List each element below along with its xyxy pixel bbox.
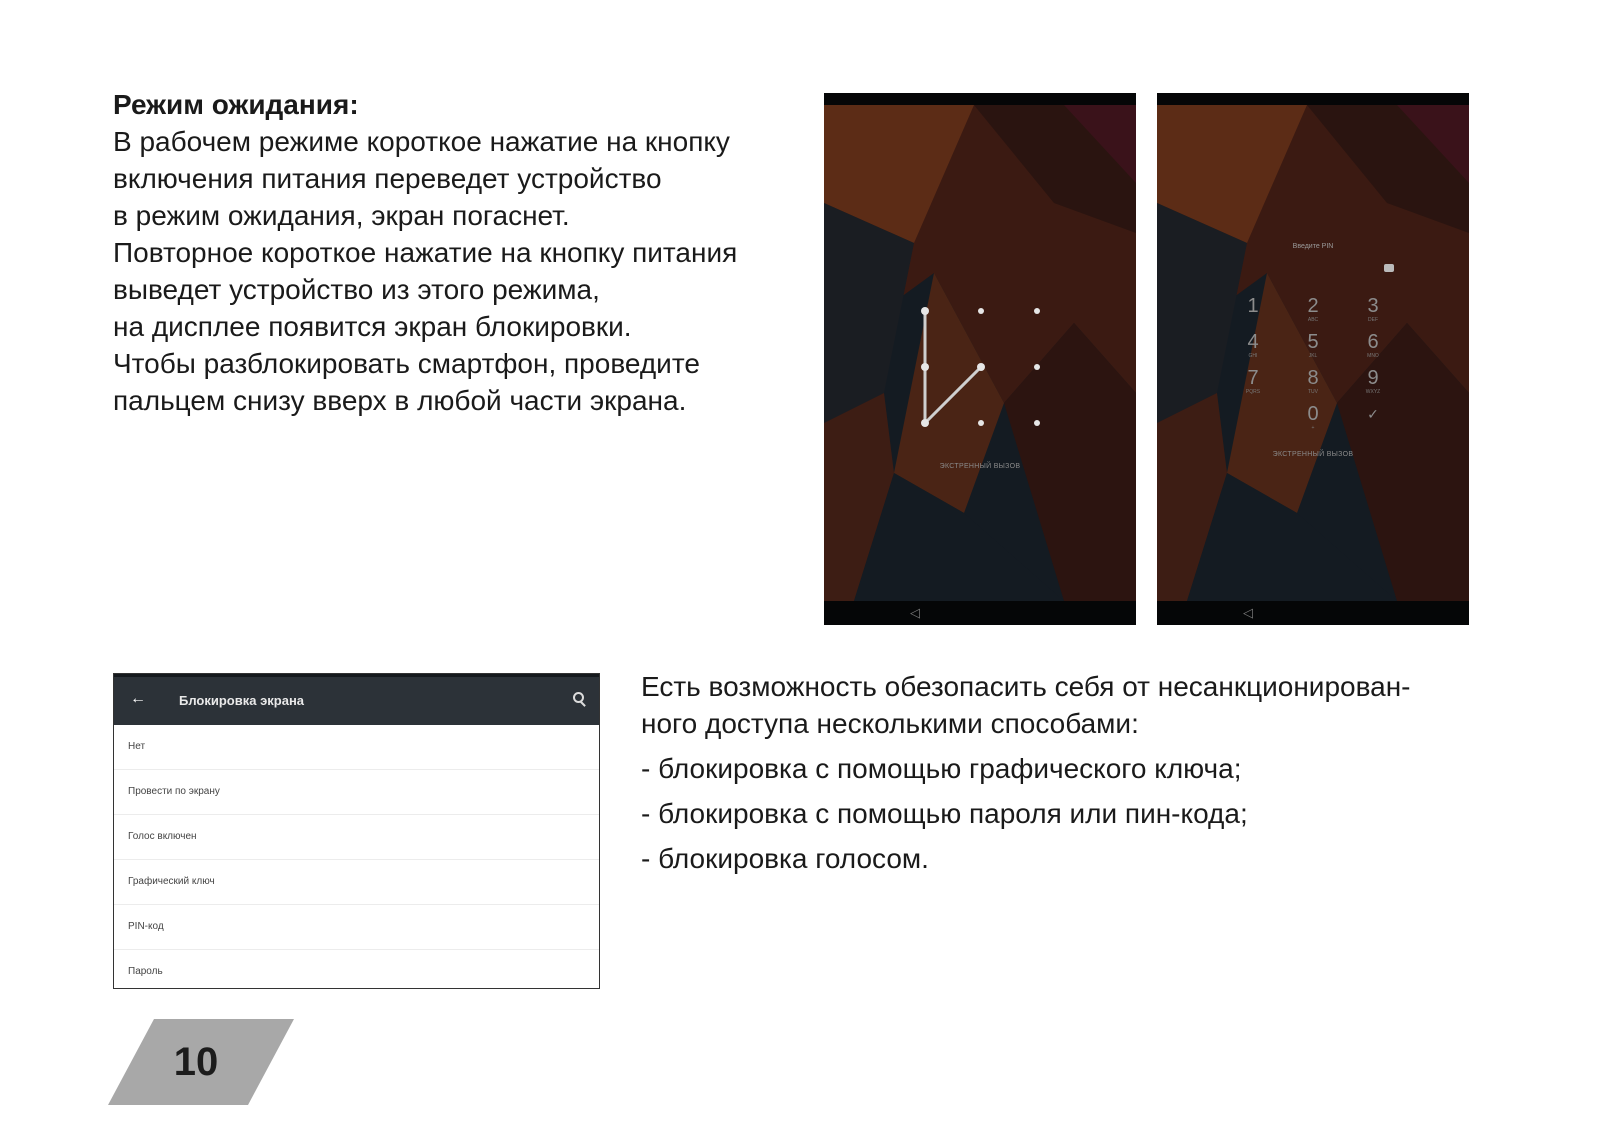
security-bullet: - блокировка с помощью графического ключа; xyxy=(641,753,1242,784)
back-arrow-icon[interactable]: ← xyxy=(130,690,146,707)
pin-key-confirm[interactable]: ✓ xyxy=(1367,406,1379,422)
security-intro-line: Есть возможность обезопасить себя от несанкционирован- xyxy=(641,671,1411,702)
pin-key-1[interactable]: 1 xyxy=(1247,295,1259,317)
pin-prompt: Введите PIN xyxy=(1292,243,1334,250)
pin-key-2[interactable]: 2 ABC xyxy=(1307,295,1319,323)
standby-section xyxy=(113,86,803,419)
lock-option-swipe[interactable]: Провести по экрану xyxy=(114,770,599,815)
security-section xyxy=(641,668,1521,877)
pin-lock-screenshot xyxy=(1157,93,1469,625)
standby-line: Чтобы разблокировать смартфон, проведите xyxy=(113,348,700,379)
pin-key-0[interactable]: 0 + xyxy=(1307,403,1319,431)
emergency-call-link[interactable]: ЭКСТРЕННЫЙ ВЫЗОВ xyxy=(939,463,1021,470)
back-triangle-icon[interactable]: ◁ xyxy=(1243,605,1253,620)
search-icon[interactable] xyxy=(573,692,583,702)
lock-option-password[interactable]: Пароль xyxy=(128,966,163,977)
pin-key-6[interactable]: 6 MNO xyxy=(1367,331,1379,359)
camera-icon[interactable] xyxy=(1384,264,1394,272)
security-bullet: - блокировка с помощью пароля или пин-кода; xyxy=(641,798,1248,829)
pin-key-4[interactable]: 4 GHI xyxy=(1247,331,1259,359)
standby-line: выведет устройство из этого режима, xyxy=(113,274,600,305)
settings-title: Блокировка экрана xyxy=(179,693,305,708)
lock-option-none[interactable]: Нет xyxy=(114,725,599,770)
standby-line: на дисплее появится экран блокировки. xyxy=(113,311,632,342)
settings-app-bar xyxy=(114,674,599,725)
pin-key-5[interactable]: 5 JKL xyxy=(1307,331,1319,359)
standby-line: Повторное короткое нажатие на кнопку питания xyxy=(113,237,738,268)
pin-key-8[interactable]: 8 TUV xyxy=(1307,367,1319,395)
standby-line: включения питания переведет устройство xyxy=(113,163,662,194)
lock-option-voice[interactable]: Голос включен xyxy=(114,815,599,860)
navigation-bar xyxy=(1157,601,1469,625)
security-intro-line: ного доступа несколькими способами: xyxy=(641,708,1139,739)
pin-key-3[interactable]: 3 DEF xyxy=(1367,295,1379,323)
page-number: 10 xyxy=(173,1040,219,1084)
pattern-lock-screenshot xyxy=(824,93,1136,625)
lock-option-pin[interactable]: PIN-код xyxy=(114,905,599,950)
lockscreen-wallpaper xyxy=(1157,93,1469,625)
standby-line: В рабочем режиме короткое нажатие на кнопку xyxy=(113,126,730,157)
standby-line: в режим ожидания, экран погаснет. xyxy=(113,200,570,231)
pin-key-7[interactable]: 7 PQRS xyxy=(1245,367,1261,395)
screen-lock-settings-screenshot xyxy=(113,673,600,989)
back-triangle-icon[interactable]: ◁ xyxy=(910,605,920,620)
lock-option-pattern[interactable]: Графический ключ xyxy=(114,860,599,905)
navigation-bar xyxy=(824,601,1136,625)
standby-title: Режим ожидания: xyxy=(113,89,359,120)
security-bullet: - блокировка голосом. xyxy=(641,843,929,874)
emergency-call-link[interactable]: ЭКСТРЕННЫЙ ВЫЗОВ xyxy=(1272,451,1354,458)
standby-line: пальцем снизу вверх в любой части экрана. xyxy=(113,385,687,416)
pin-key-9[interactable]: 9 WXYZ xyxy=(1365,367,1381,395)
lockscreen-wallpaper xyxy=(824,93,1136,625)
